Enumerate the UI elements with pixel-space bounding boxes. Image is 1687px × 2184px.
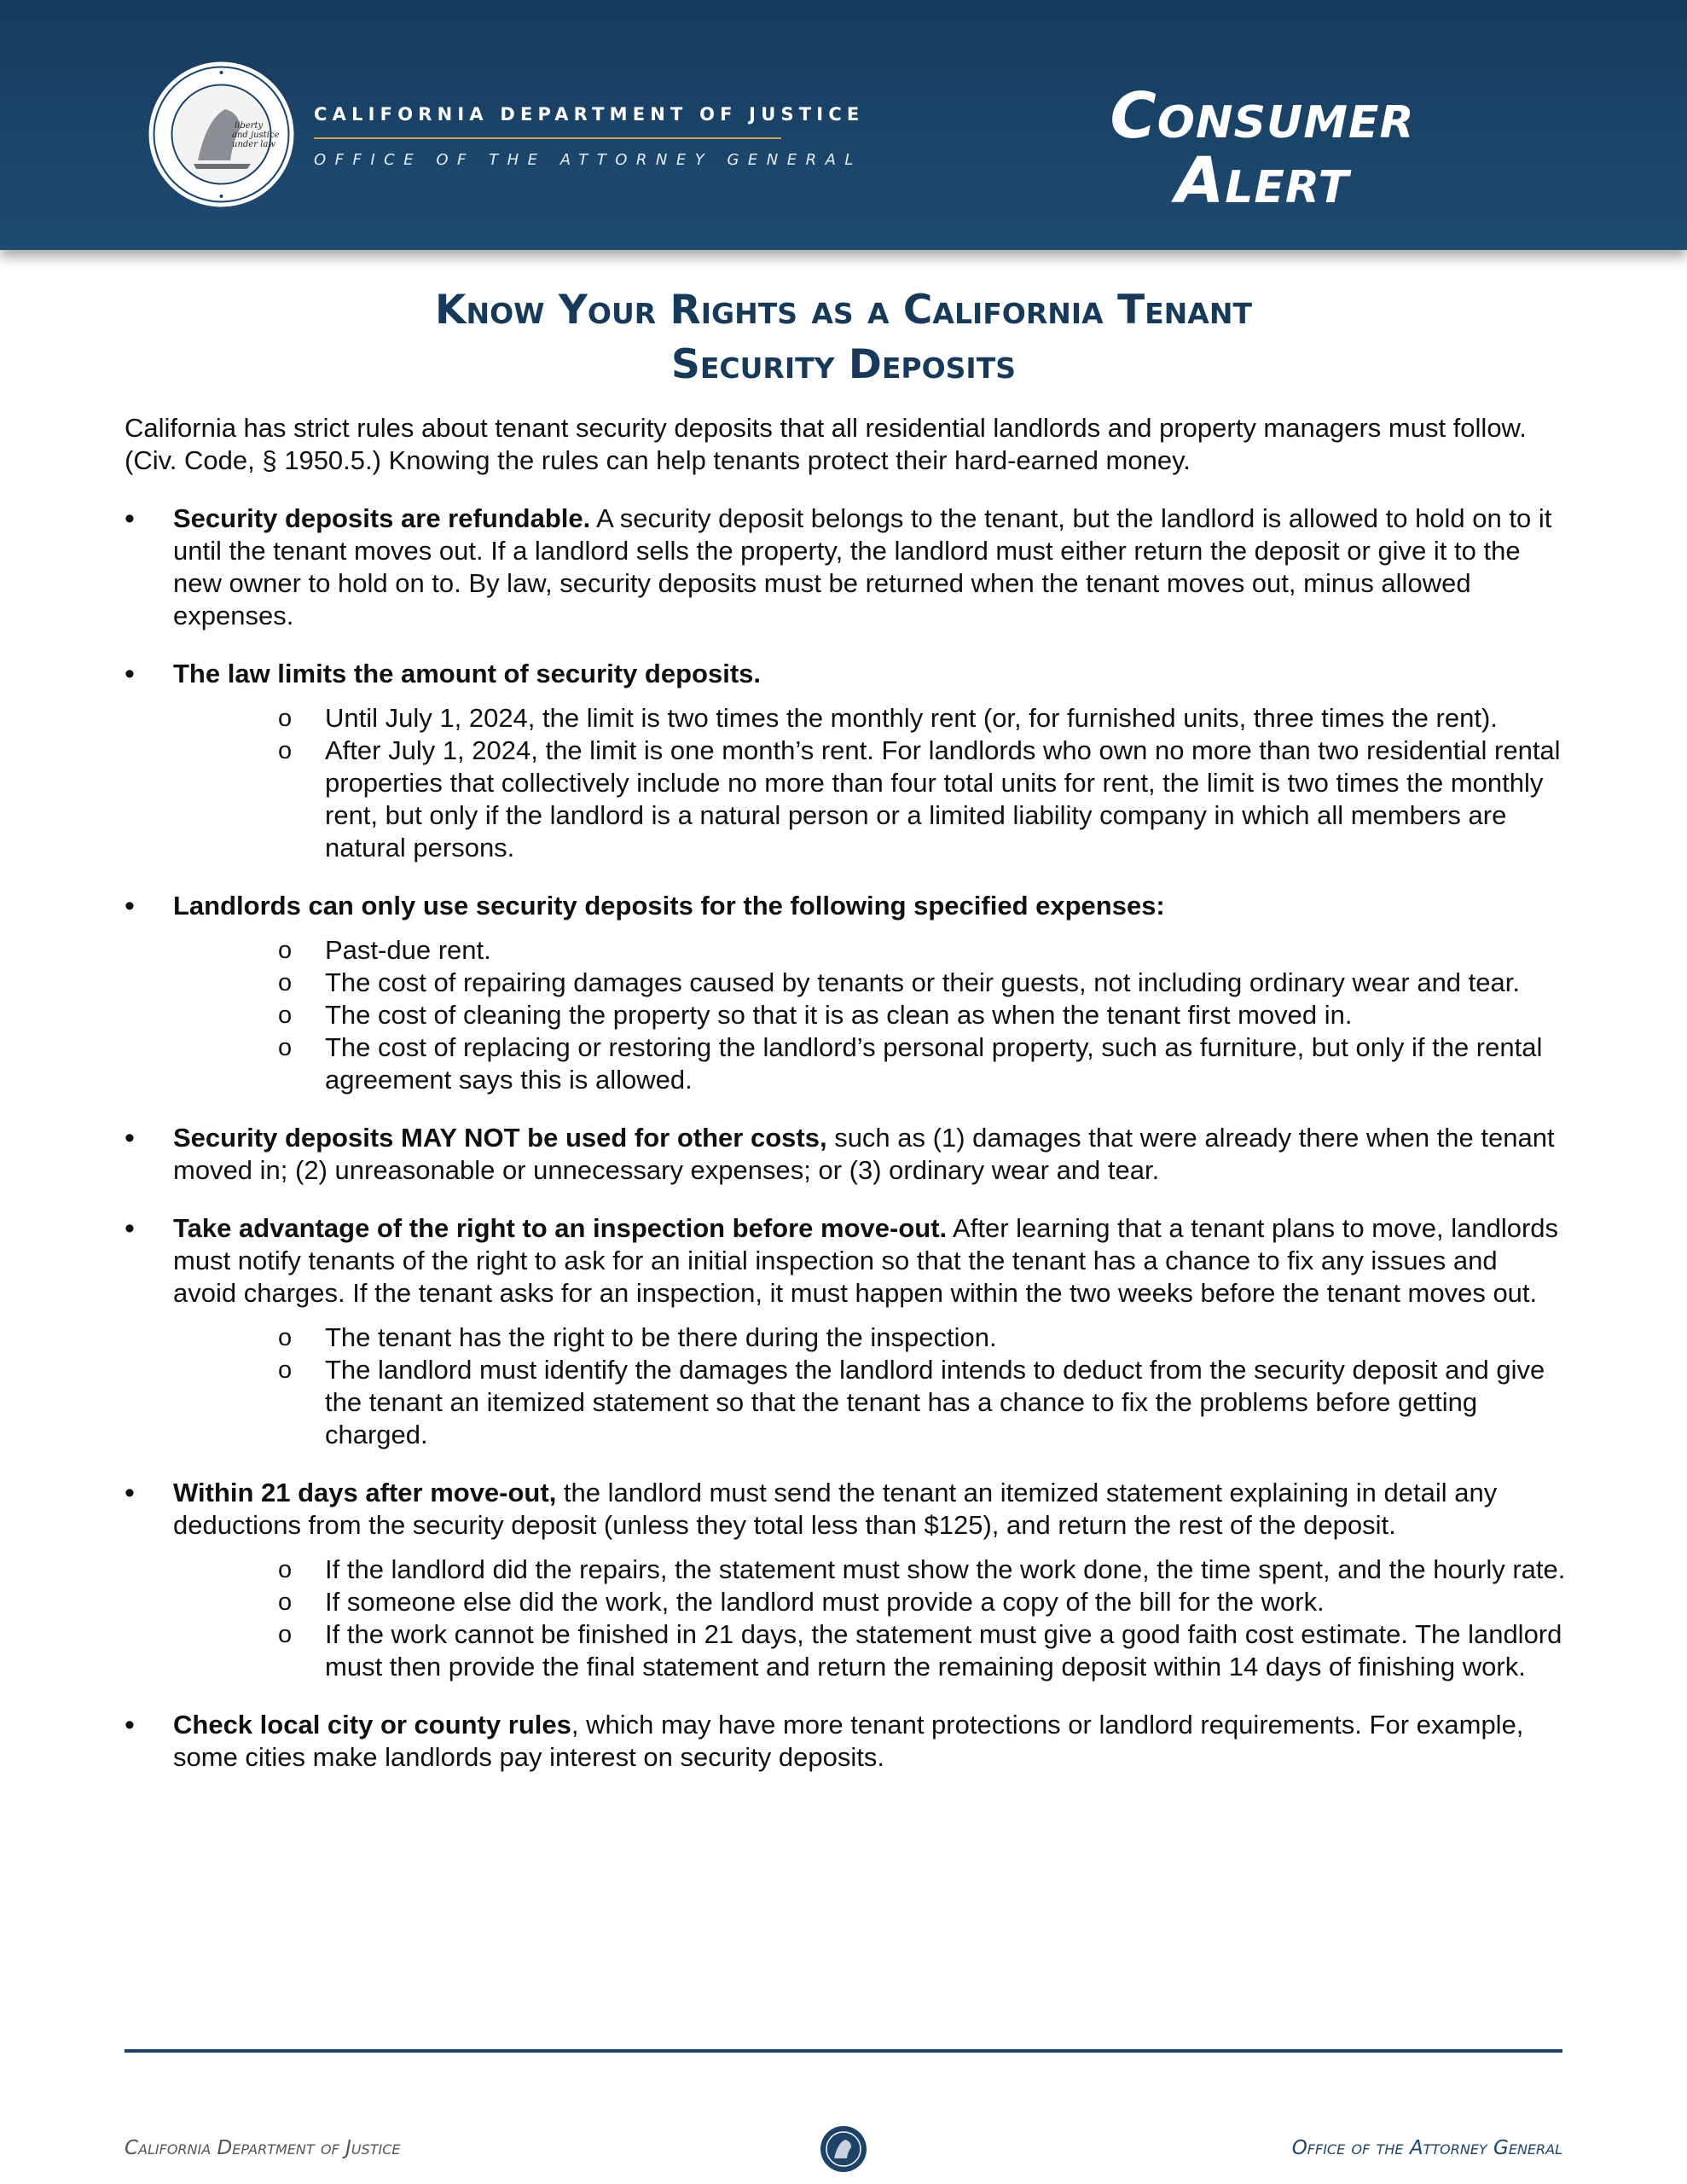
sub-list: [173, 1321, 1566, 1451]
sub-list: [173, 1554, 1566, 1683]
sub-list-item: o Until July 1, 2024, the limit is two times the monthly rent (or, for furnished units, three times the rent).: [173, 702, 1566, 735]
intro-paragraph: California has strict rules about tenant security deposits that all residential landlords and property managers must follow. (Civ. Code, § 1950.5.) Knowing the rules can help tenants protect their hard-earned money.: [125, 413, 1527, 475]
sub-list-item: o If someone else did the work, the landlord must provide a copy of the bill for the work.: [173, 1586, 1566, 1618]
sub-list-item: o If the work cannot be finished in 21 days, the statement must give a good faith cost estimate. The landlord must then provide the final statement and return the remaining deposit within 14 days of finishing work.: [173, 1618, 1566, 1683]
sub-list: [173, 702, 1566, 864]
item-heading: Security deposits are refundable.: [173, 503, 591, 533]
svg-text:liberty: liberty: [235, 121, 264, 131]
sub-list-item: o The cost of replacing or restoring the landlord’s personal property, such as furniture, but only if the rental agreement says this is allowed.: [173, 1031, 1566, 1096]
sub-list-item: o After July 1, 2024, the limit is one month’s rent. For landlords who own no more than two residential rental properties that collectively include no more than four total units for rent, the limit is two times the monthly rent, but only if the landlord is a natural person or a limited liability company in which all members are natural persons.: [173, 735, 1566, 864]
gold-divider: [314, 137, 781, 139]
footer-seal-icon: [819, 2124, 868, 2174]
list-item: [125, 502, 1566, 632]
list-item: [125, 658, 1566, 864]
item-text: A security deposit belongs to the tenant, but the landlord is allowed to hold on to it until the tenant moves out. If a landlord sells the property, the landlord must either return the deposit or give it to the new owner to hold on to. By law, security deposits must be returned when the tenant moves out, minus allowed expenses.: [173, 503, 1552, 630]
list-item: [125, 1212, 1566, 1451]
sub-list-item: o The cost of cleaning the property so that it is as clean as when the tenant first moved in.: [173, 999, 1566, 1031]
item-heading: Within 21 days after move-out,: [173, 1478, 557, 1507]
item-heading: The law limits the amount of security deposits.: [173, 659, 762, 688]
sub-list-item: o The landlord must identify the damages the landlord intends to deduct from the security deposit and give the tenant an itemized statement so that the tenant has a chance to fix the problems before getting charged.: [173, 1354, 1566, 1451]
footer-divider: [125, 2049, 1562, 2053]
item-text: , which may have more tenant protections or landlord requirements. For example, some cities make landlords pay interest on security deposits.: [173, 1710, 1524, 1772]
document-body: [125, 412, 1566, 1799]
consumer-alert-label: [1058, 79, 1467, 218]
sub-list-item: o Past-due rent.: [173, 934, 1566, 967]
sub-list-item: o The tenant has the right to be there during the inspection.: [173, 1321, 1566, 1354]
item-heading: Check local city or county rules: [173, 1710, 571, 1740]
list-item: [125, 1122, 1566, 1187]
list-item: [125, 890, 1566, 1096]
header-banner: [0, 0, 1687, 250]
title-line-1: Know Your Rights as a California Tenant: [435, 287, 1252, 334]
rights-list: [125, 502, 1566, 1774]
svg-text:under law: under law: [232, 140, 275, 149]
item-heading: Take advantage of the right to an inspection before move-out.: [173, 1213, 948, 1243]
item-text: After learning that a tenant plans to move, landlords must notify tenants of the right to ask for an initial inspection so that the tenant has a chance to fix any issues and avoid charges. If the tenant asks for an inspection, it must happen within the two weeks before the tenant moves out.: [173, 1213, 1559, 1308]
alert-line-2: Alert: [1174, 144, 1350, 218]
item-heading: Landlords can only use security deposits for the following specified expenses:: [173, 891, 1165, 921]
item-heading: Security deposits MAY NOT be used for other costs,: [173, 1123, 827, 1153]
sub-list-item: o The cost of repairing damages caused by tenants or their guests, not including ordinary wear and tear.: [173, 967, 1566, 999]
alert-line-1: Consumer: [1110, 79, 1415, 153]
sub-list: [173, 934, 1566, 1096]
list-item: [125, 1709, 1566, 1774]
footer-office: Office of the Attorney General: [1291, 2137, 1562, 2159]
department-name: CALIFORNIA DEPARTMENT OF JUSTICE: [314, 104, 865, 125]
title-line-2: Security Deposits: [671, 341, 1016, 388]
footer-department: California Department of Justice: [125, 2137, 401, 2159]
page-title: [0, 283, 1687, 392]
list-item: [125, 1477, 1566, 1683]
svg-text:and justice: and justice: [232, 131, 280, 140]
item-text: the landlord must send the tenant an itemized statement explaining in detail any deductions from the security deposit (unless they total less than $125), and return the rest of the deposit.: [173, 1478, 1498, 1540]
sub-list-item: o If the landlord did the repairs, the statement must show the work done, the time spent, and the hourly rate.: [173, 1554, 1566, 1586]
item-text: such as (1) damages that were already there when the tenant moved in; (2) unreasonable or unnecessary expenses; or (3) ordinary wear and tear.: [173, 1123, 1555, 1185]
attorney-general-seal-icon: [147, 60, 296, 209]
office-name: OFFICE OF THE ATTORNEY GENERAL: [314, 151, 862, 169]
